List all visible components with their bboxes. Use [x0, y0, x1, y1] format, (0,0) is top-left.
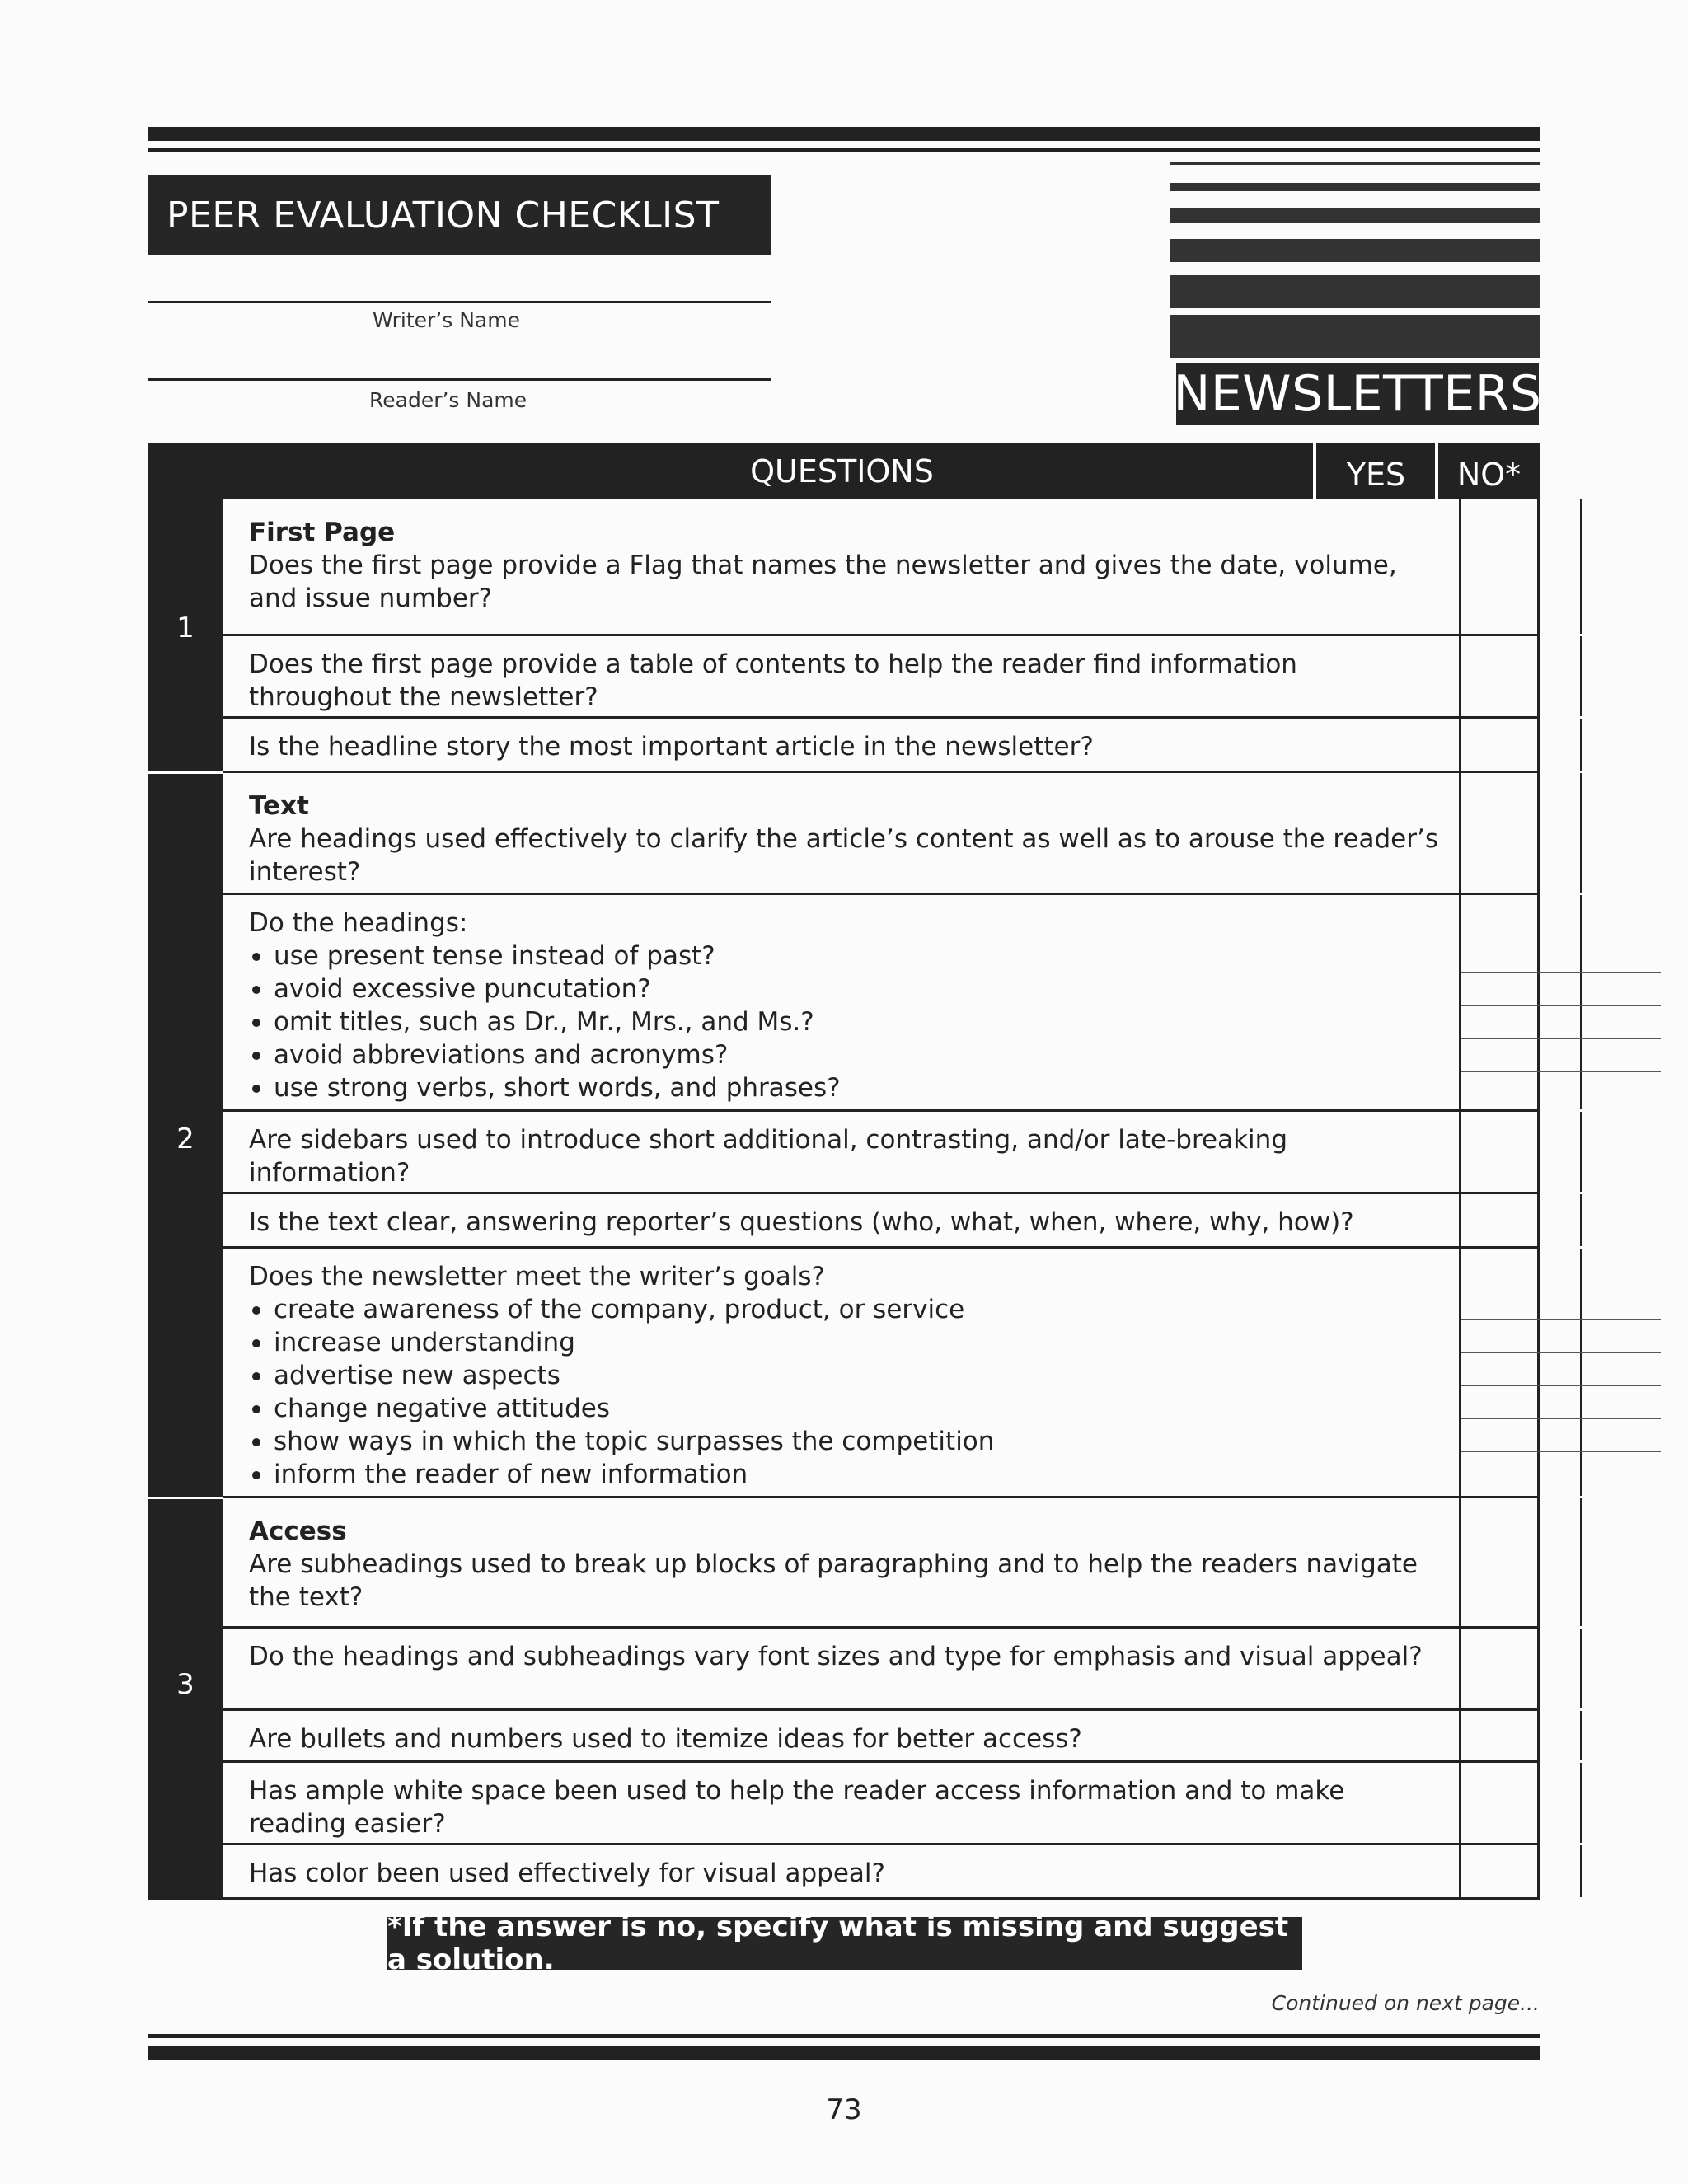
question-cell: [223, 1112, 1461, 1192]
no-header: NO*: [1456, 457, 1522, 493]
question-text: Do the headings:: [249, 908, 468, 938]
table-header: [148, 443, 1540, 499]
question-cell: [223, 1629, 1461, 1708]
bullet-list: [249, 940, 1442, 1104]
list-item: avoid abbreviations and acronyms?: [249, 1038, 1442, 1071]
no-checkbox[interactable]: [1582, 1629, 1661, 1708]
no-checkbox[interactable]: [1582, 499, 1661, 634]
question-cell: [223, 499, 1461, 634]
question-cell: [223, 1194, 1461, 1246]
table-row: [223, 1498, 1540, 1629]
sub-row-line: [1461, 1451, 1661, 1452]
table-row: [223, 1629, 1540, 1711]
no-checkbox[interactable]: [1582, 895, 1661, 1109]
list-item: increase understanding: [249, 1326, 1442, 1359]
yes-checkbox[interactable]: [1461, 636, 1582, 716]
section-number: 3: [176, 1668, 195, 1701]
question-text: Does the first page provide a table of contents to help the reader find information throughout the newsletter?: [249, 649, 1297, 712]
question-text: Do the headings and subheadings vary font sizes and type for emphasis and visual appeal?: [249, 1642, 1423, 1671]
footnote-banner: *If the answer is no, specify what is missing and suggest a solution.: [387, 1917, 1302, 1970]
list-item: avoid excessive puncutation?: [249, 972, 1442, 1005]
question-text: Does the first page provide a Flag that names the newsletter and gives the date, volume, and issue number?: [249, 551, 1397, 613]
table-row: [223, 499, 1540, 636]
yes-checkbox[interactable]: [1461, 1763, 1582, 1843]
no-checkbox[interactable]: [1582, 719, 1661, 771]
section-heading: First Page: [249, 518, 396, 547]
no-checkbox[interactable]: [1582, 1845, 1661, 1897]
yes-checkbox[interactable]: [1461, 1249, 1582, 1496]
page-number: 73: [826, 2093, 862, 2126]
decor-stripe-6: [1170, 315, 1540, 358]
yes-checkbox[interactable]: [1461, 1629, 1582, 1708]
question-cell: [223, 1498, 1461, 1626]
sub-row-line: [1461, 1319, 1661, 1320]
section-number: 2: [176, 1122, 195, 1155]
questions-header: QUESTIONS: [750, 453, 934, 490]
yes-checkbox[interactable]: [1461, 1194, 1582, 1246]
bottom-rule-thick: [148, 2046, 1540, 2060]
list-item: change negative attitudes: [249, 1392, 1442, 1425]
no-checkbox[interactable]: [1582, 1194, 1661, 1246]
reader-name-label: Reader’s Name: [369, 388, 528, 412]
yes-checkbox[interactable]: [1461, 895, 1582, 1109]
question-cell: [223, 1845, 1461, 1897]
list-item: omit titles, such as Dr., Mr., Mrs., and Ms.?: [249, 1005, 1442, 1038]
table-row: [223, 895, 1540, 1112]
question-cell: [223, 895, 1461, 1109]
sub-row-line: [1461, 1385, 1661, 1386]
question-cell: [223, 1711, 1461, 1760]
continued-note: Continued on next page...: [1271, 1991, 1540, 2015]
sub-row-line: [1461, 1005, 1661, 1006]
question-cell: [223, 1249, 1461, 1496]
list-item: inform the reader of new information: [249, 1458, 1442, 1491]
section-divider: [148, 771, 223, 774]
yes-header: YES: [1346, 457, 1406, 493]
section-divider: [148, 1497, 223, 1499]
question-text: Does the newsletter meet the writer’s goals?: [249, 1262, 826, 1291]
no-checkbox[interactable]: [1582, 1711, 1661, 1760]
no-checkbox[interactable]: [1582, 636, 1661, 716]
list-item: create awareness of the company, product, or service: [249, 1293, 1442, 1326]
table-row: [223, 1194, 1540, 1249]
list-item: advertise new aspects: [249, 1359, 1442, 1392]
section-heading: Text: [249, 791, 309, 821]
question-text: Are bullets and numbers used to itemize ideas for better access?: [249, 1724, 1082, 1754]
page-title: PEER EVALUATION CHECKLIST: [148, 175, 771, 255]
bottom-rule-thin: [148, 2034, 1540, 2038]
table-row: [223, 1249, 1540, 1498]
yes-checkbox[interactable]: [1461, 1845, 1582, 1897]
table-row: [223, 1112, 1540, 1194]
bullet-list: [249, 1293, 1442, 1491]
table-row: [223, 1763, 1540, 1845]
question-cell: [223, 1763, 1461, 1843]
decor-stripe-2: [1170, 183, 1540, 191]
writer-name-label: Writer’s Name: [373, 308, 520, 332]
yes-checkbox[interactable]: [1461, 1112, 1582, 1192]
question-text: Has ample white space been used to help the reader access information and to make reading easier?: [249, 1776, 1345, 1839]
sub-row-line: [1461, 1071, 1661, 1072]
reader-name-line[interactable]: [148, 378, 771, 381]
section-number: 1: [176, 612, 195, 644]
question-text: Has color been used effectively for visual appeal?: [249, 1858, 885, 1888]
yes-checkbox[interactable]: [1461, 1498, 1582, 1626]
list-item: use strong verbs, short words, and phrases?: [249, 1071, 1442, 1104]
no-checkbox[interactable]: [1582, 773, 1661, 893]
list-item: use present tense instead of past?: [249, 940, 1442, 972]
table-row: [223, 773, 1540, 895]
question-cell: [223, 773, 1461, 893]
sub-row-line: [1461, 1352, 1661, 1353]
question-text: Is the headline story the most important article in the newsletter?: [249, 732, 1094, 762]
list-item: show ways in which the topic surpasses the competition: [249, 1425, 1442, 1458]
decor-stripe-1: [1170, 162, 1540, 165]
sub-row-line: [1461, 1418, 1661, 1419]
checklist-table: [148, 443, 1540, 1900]
table-row: [223, 719, 1540, 773]
yes-checkbox[interactable]: [1461, 719, 1582, 771]
sub-row-line: [1461, 1038, 1661, 1039]
table-row: [223, 636, 1540, 719]
yes-checkbox[interactable]: [1461, 499, 1582, 634]
top-rule-thin: [148, 148, 1540, 152]
question-text: Are sidebars used to introduce short additional, contrasting, and/or late-breaking information?: [249, 1125, 1287, 1188]
section-heading: Access: [249, 1516, 347, 1546]
no-checkbox[interactable]: [1582, 1763, 1661, 1843]
decor-stripe-4: [1170, 239, 1540, 262]
question-text: Is the text clear, answering reporter’s questions (who, what, when, where, why, how)?: [249, 1207, 1354, 1237]
question-cell: [223, 636, 1461, 716]
top-rule-thick: [148, 127, 1540, 141]
no-checkbox[interactable]: [1582, 1498, 1661, 1626]
decor-stripe-3: [1170, 208, 1540, 223]
yes-checkbox[interactable]: [1461, 773, 1582, 893]
question-text: Are headings used effectively to clarify the article’s content as well as to arouse the reader’s interest?: [249, 824, 1438, 887]
question-text: Are subheadings used to break up blocks of paragraphing and to help the readers navigate the text?: [249, 1549, 1418, 1612]
no-checkbox[interactable]: [1582, 1112, 1661, 1192]
sub-row-line: [1461, 972, 1661, 973]
yes-checkbox[interactable]: [1461, 1711, 1582, 1760]
subject-label: NEWSLETTERS: [1176, 363, 1539, 425]
writer-name-line[interactable]: [148, 301, 771, 303]
table-row: [223, 1845, 1540, 1900]
decor-stripe-5: [1170, 275, 1540, 308]
no-checkbox[interactable]: [1582, 1249, 1661, 1496]
table-row: [223, 1711, 1540, 1763]
question-cell: [223, 719, 1461, 771]
